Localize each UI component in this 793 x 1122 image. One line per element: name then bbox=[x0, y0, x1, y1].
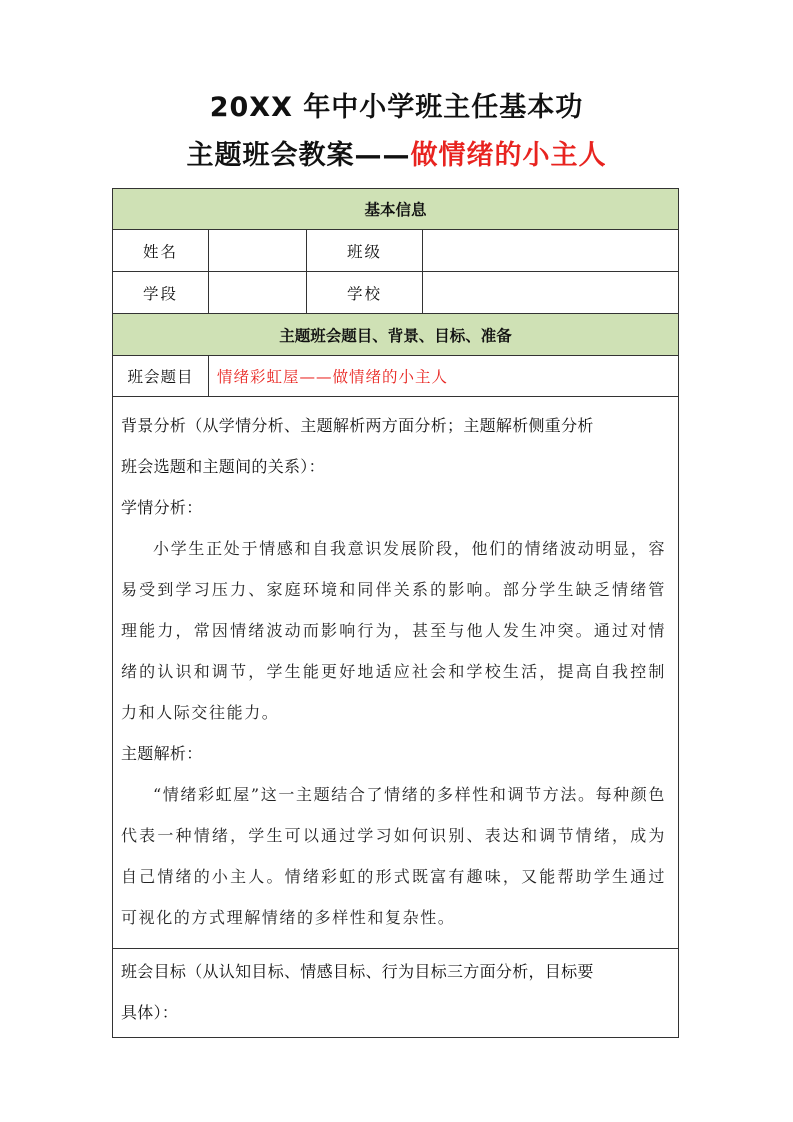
school-label: 学校 bbox=[307, 272, 423, 314]
background-intro-line2: 班会选题和主题间的关系）： bbox=[121, 457, 325, 476]
basic-info-header: 基本信息 bbox=[113, 189, 679, 230]
title-prefix: 主题班会教案—— bbox=[186, 140, 411, 171]
student-analysis-heading: 学情分析： bbox=[121, 498, 203, 517]
school-field[interactable] bbox=[423, 272, 679, 314]
class-field[interactable] bbox=[423, 230, 679, 272]
student-analysis-text: 小学生正处于情感和自我意识发展阶段，他们的情绪波动明显，容易受到学习压力、家庭环境和同伴关系的影响。部分学生缺乏情绪管理能力，常因情绪波动而影响行为，甚至与他人发生冲突。通过对情绪的认识和调节，学生能更好地适应社会和学校生活，提高自我控制力和人际交往能力。 bbox=[121, 539, 667, 722]
theme-analysis-text: “情绪彩虹屋”这一主题结合了情绪的多样性和调节方法。每种颜色代表一种情绪，学生可以通过学习如何识别、表达和调节情绪，成为自己情绪的小主人。情绪彩虹的形式既富有趣味，又能帮助学生通过可视化的方式理解情绪的多样性和复杂性。 bbox=[121, 785, 667, 927]
theme-analysis-heading: 主题解析： bbox=[121, 744, 203, 763]
class-label: 班级 bbox=[307, 230, 423, 272]
lesson-plan-table bbox=[112, 188, 679, 1038]
stage-field[interactable] bbox=[209, 272, 307, 314]
goals-line1: 班会目标（从认知目标、情感目标、行为目标三方面分析，目标要 bbox=[121, 962, 594, 981]
title-highlight: 做情绪的小主人 bbox=[410, 140, 607, 171]
background-intro-line1: 背景分析（从学情分析、主题解析两方面分析；主题解析侧重分析 bbox=[121, 416, 594, 435]
goals-line2: 具体）： bbox=[121, 1003, 179, 1022]
topic-value: 情绪彩虹屋——做情绪的小主人 bbox=[209, 356, 679, 397]
document-title-line1: 20XX 年中小学班主任基本功 bbox=[209, 92, 584, 123]
stage-label: 学段 bbox=[113, 272, 209, 314]
background-analysis-cell bbox=[113, 397, 679, 949]
document-title-line2 bbox=[0, 136, 793, 176]
name-label: 姓名 bbox=[113, 230, 209, 272]
topic-label: 班会题目 bbox=[113, 356, 209, 397]
section-header: 主题班会题目、背景、目标、准备 bbox=[113, 314, 679, 356]
name-field[interactable] bbox=[209, 230, 307, 272]
goals-cell bbox=[113, 949, 679, 1038]
